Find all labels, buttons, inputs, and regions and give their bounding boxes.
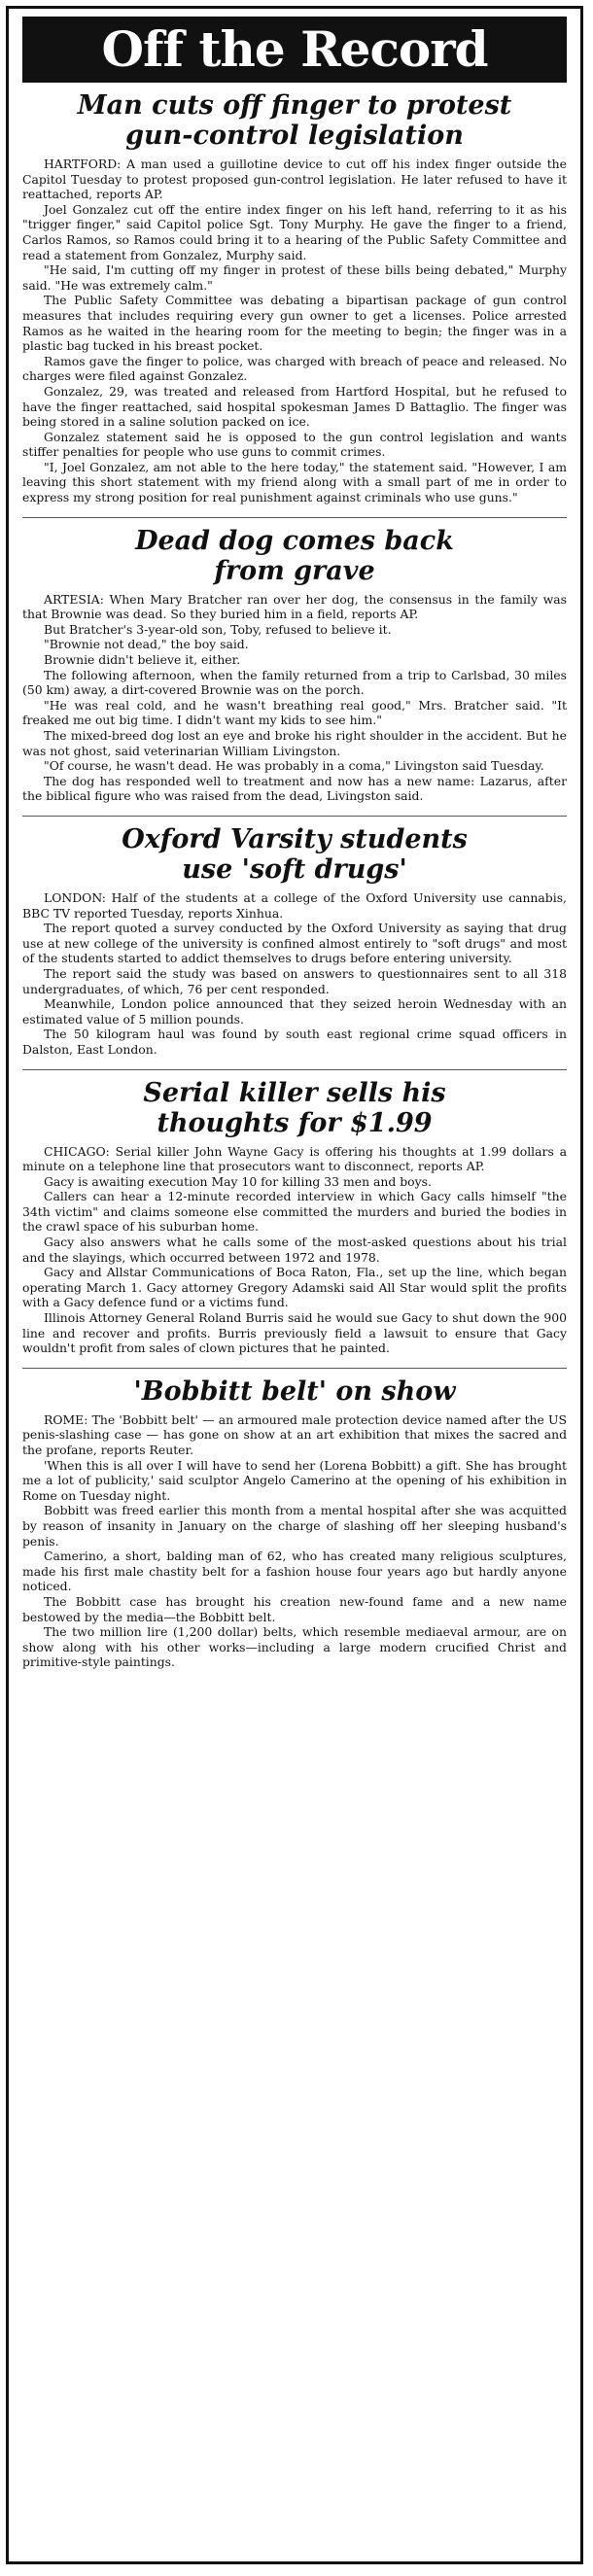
article-body: [22, 592, 567, 804]
article-paragraph: 'When this is all over I will have to send her (Lorena Bobbitt) a gift. She has brought me a lot of publicity,' said sculptor Angelo Camerino at the opening of his exhibition in Rome on Tuesday night.: [22, 1457, 567, 1503]
article-paragraph: The Public Safety Committee was debating a bipartisan package of gun control measures that includes requiring every gun owner to get a licenses. Police arrested Ramos as he waited in the hearing room for the meeting to begin; the finger was in a plastic bag tucked in his breast pocket.: [22, 293, 567, 354]
article-paragraph: Camerino, a short, balding man of 62, who has created many religious sculptures, made his first male chastity belt for a fashion house four years ago but hardly anyone noticed.: [22, 1549, 567, 1594]
article-paragraph: Gacy is awaiting execution May 10 for killing 33 men and boys.: [44, 1173, 432, 1189]
article-paragraph: Gonzalez, 29, was treated and released from Hartford Hospital, but he refused to have the finger reattached, said hospital spokesman James D Battaglio. The finger was being stored in a saline solution packed on ice.: [22, 383, 567, 430]
article-paragraph: "Of course, he wasn't dead. He was probably in a coma," Livingston said Tuesday.: [44, 758, 544, 774]
article-paragraph: "He was real cold, and he wasn't breathing real good," Mrs. Bratcher said. "It freaked me out big time. I didn't want my kids to see him.": [22, 697, 567, 728]
headline-line: use 'soft drugs': [182, 853, 407, 885]
article-paragraph: ROME: The 'Bobbitt belt' — an armoured male protection device named after the US penis-slashing case — has gone on show at an art exhibition that mixes the sacred and the profane, reports Reuter.: [22, 1411, 567, 1457]
articles-column: [22, 90, 567, 1670]
article-body: [22, 890, 567, 1058]
article-paragraph: Meanwhile, London police announced that they seized heroin Wednesday with an estimated value of 5 million pounds.: [22, 996, 567, 1027]
article-paragraph: Ramos gave the finger to police, was charged with breach of peace and released. No charges were filed against Gonzalez.: [22, 353, 567, 384]
article-paragraph: Illinois Attorney General Roland Burris said he would sue Gacy to shut down the 900 line and recover and profits. Burris previously field a lawsuit to ensure that Gacy wouldn't profit from sales of clown pictures that he painted.: [22, 1310, 567, 1356]
article-paragraph: Bobbitt was freed earlier this month from a mental hospital after she was acquitted by reason of insanity in January on the charge of slashing off her sleeping husband's penis.: [22, 1503, 567, 1549]
headline-line: Man cuts off finger to protest: [77, 90, 512, 121]
article-paragraph: The report quoted a survey conducted by the Oxford University as saying that drug use at new college of the university is confined almost entirely to "soft drugs" and most of the students started to addict themselves to drugs before entering university.: [22, 921, 567, 966]
article-headline: [22, 824, 567, 885]
article-body: [22, 1412, 567, 1670]
article: [22, 1376, 567, 1670]
article-paragraph: The mixed-breed dog lost an eye and broke his right shoulder in the accident. But he was not ghost, said veterinarian William Livingston.: [22, 728, 567, 758]
headline-line: gun-control legislation: [125, 121, 464, 151]
article: [22, 526, 567, 804]
article-divider: [22, 1069, 567, 1070]
article-paragraph: The two million lire (1,200 dollar) belts, which resemble mediaeval armour, are on show along with his other works—including a large modern crucified Christ and primitive-style paintings.: [22, 1624, 567, 1670]
headline-line: Oxford Varsity students: [122, 823, 468, 854]
article-paragraph: Callers can hear a 12-minute recorded interview in which Gacy calls himself "the 34th victim" and claims someone else committed the murders and buried the bodies in the crawl space of his suburban home.: [22, 1189, 567, 1235]
article-divider: [22, 517, 567, 518]
article-paragraph: "Brownie not dead," the boy said.: [44, 637, 249, 652]
article-paragraph: But Bratcher's 3-year-old son, Toby, refused to believe it.: [44, 621, 392, 637]
article-divider: [22, 816, 567, 817]
article-paragraph: LONDON: Half of the students at a college of the Oxford University use cannabis, BBC TV reported Tuesday, reports Xinhua.: [22, 889, 567, 921]
article-paragraph: Brownie didn't believe it, either.: [44, 652, 241, 668]
headline-line: 'Bobbitt belt' on show: [133, 1375, 456, 1407]
article-headline: [22, 526, 567, 586]
article-paragraph: Joel Gonzalez cut off the entire index finger on his left hand, referring to it as his "trigger finger," said Capitol police Sgt. Tony Murphy. He gave the finger to a friend, Carlos Ramos, so Ramos could bring it to a hearing of the Public Safety Committee and read a statement from Gonzalez, Murphy said.: [22, 201, 567, 262]
article: [22, 90, 567, 505]
article-paragraph: Gacy and Allstar Communications of Boca Raton, Fla., set up the line, which began operating March 1. Gacy attorney Gregory Adamski said All Star would split the profits with a Gacy defence fund or a victims fund.: [22, 1265, 567, 1310]
article-paragraph: The report said the study was based on answers to questionnaires sent to all 318 undergraduates, of which, 76 per cent responded.: [22, 965, 567, 996]
article-headline: [22, 1078, 567, 1138]
article-paragraph: ARTESIA: When Mary Bratcher ran over her dog, the consensus in the family was that Brownie was dead. So they buried him in a field, reports AP.: [22, 591, 567, 622]
headline-line: from grave: [214, 555, 375, 586]
article: [22, 1078, 567, 1356]
newspaper-page: [6, 6, 583, 2564]
headline-line: Dead dog comes back: [135, 525, 454, 556]
article-paragraph: The following afternoon, when the family returned from a trip to Carlsbad, 30 miles (50 km) away, a dirt-covered Brownie was on the porch.: [22, 667, 567, 698]
article-paragraph: The Bobbitt case has brought his creation new-found fame and a new name bestowed by the media—the Bobbitt belt.: [22, 1593, 567, 1624]
article-paragraph: "I, Joel Gonzalez, am not able to the here today," the statement said. "However, I am leaving this short statement with my friend along with a small part of me in order to express my strong position for real punishment against criminals who use guns.": [22, 459, 567, 505]
article-body: [22, 1144, 567, 1356]
article-body: [22, 157, 567, 505]
article-paragraph: The dog has responded well to treatment and now has a new name: Lazarus, after the biblical figure who was raised from the dead, Livingston said.: [22, 773, 567, 804]
article-divider: [22, 1368, 567, 1369]
article-paragraph: The 50 kilogram haul was found by south east regional crime squad officers in Dalston, East London.: [22, 1027, 567, 1057]
masthead: Off the Record: [22, 17, 567, 83]
article: [22, 824, 567, 1058]
article-headline: [22, 90, 567, 151]
article-headline: [22, 1376, 567, 1407]
headline-line: Serial killer sells his: [143, 1077, 446, 1108]
article-paragraph: CHICAGO: Serial killer John Wayne Gacy is offering his thoughts at 1.99 dollars a minute on a telephone line that prosecutors want to disconnect, reports AP.: [22, 1143, 567, 1174]
headline-line: thoughts for $1.99: [157, 1107, 433, 1138]
article-paragraph: "He said, I'm cutting off my finger in protest of these bills being debated," Murphy said. "He was extremely calm.": [22, 262, 567, 293]
article-paragraph: HARTFORD: A man used a guillotine device to cut off his index finger outside the Capitol Tuesday to protest proposed gun-control legislation. He later refused to have it reattached, reports AP.: [22, 157, 567, 202]
article-paragraph: Gacy also answers what he calls some of the most-asked questions about his trial and the slayings, which occurred between 1972 and 1978.: [22, 1235, 567, 1265]
article-paragraph: Gonzalez statement said he is opposed to the gun control legislation and wants stiffer penalties for people who use guns to commit crimes.: [22, 429, 567, 460]
